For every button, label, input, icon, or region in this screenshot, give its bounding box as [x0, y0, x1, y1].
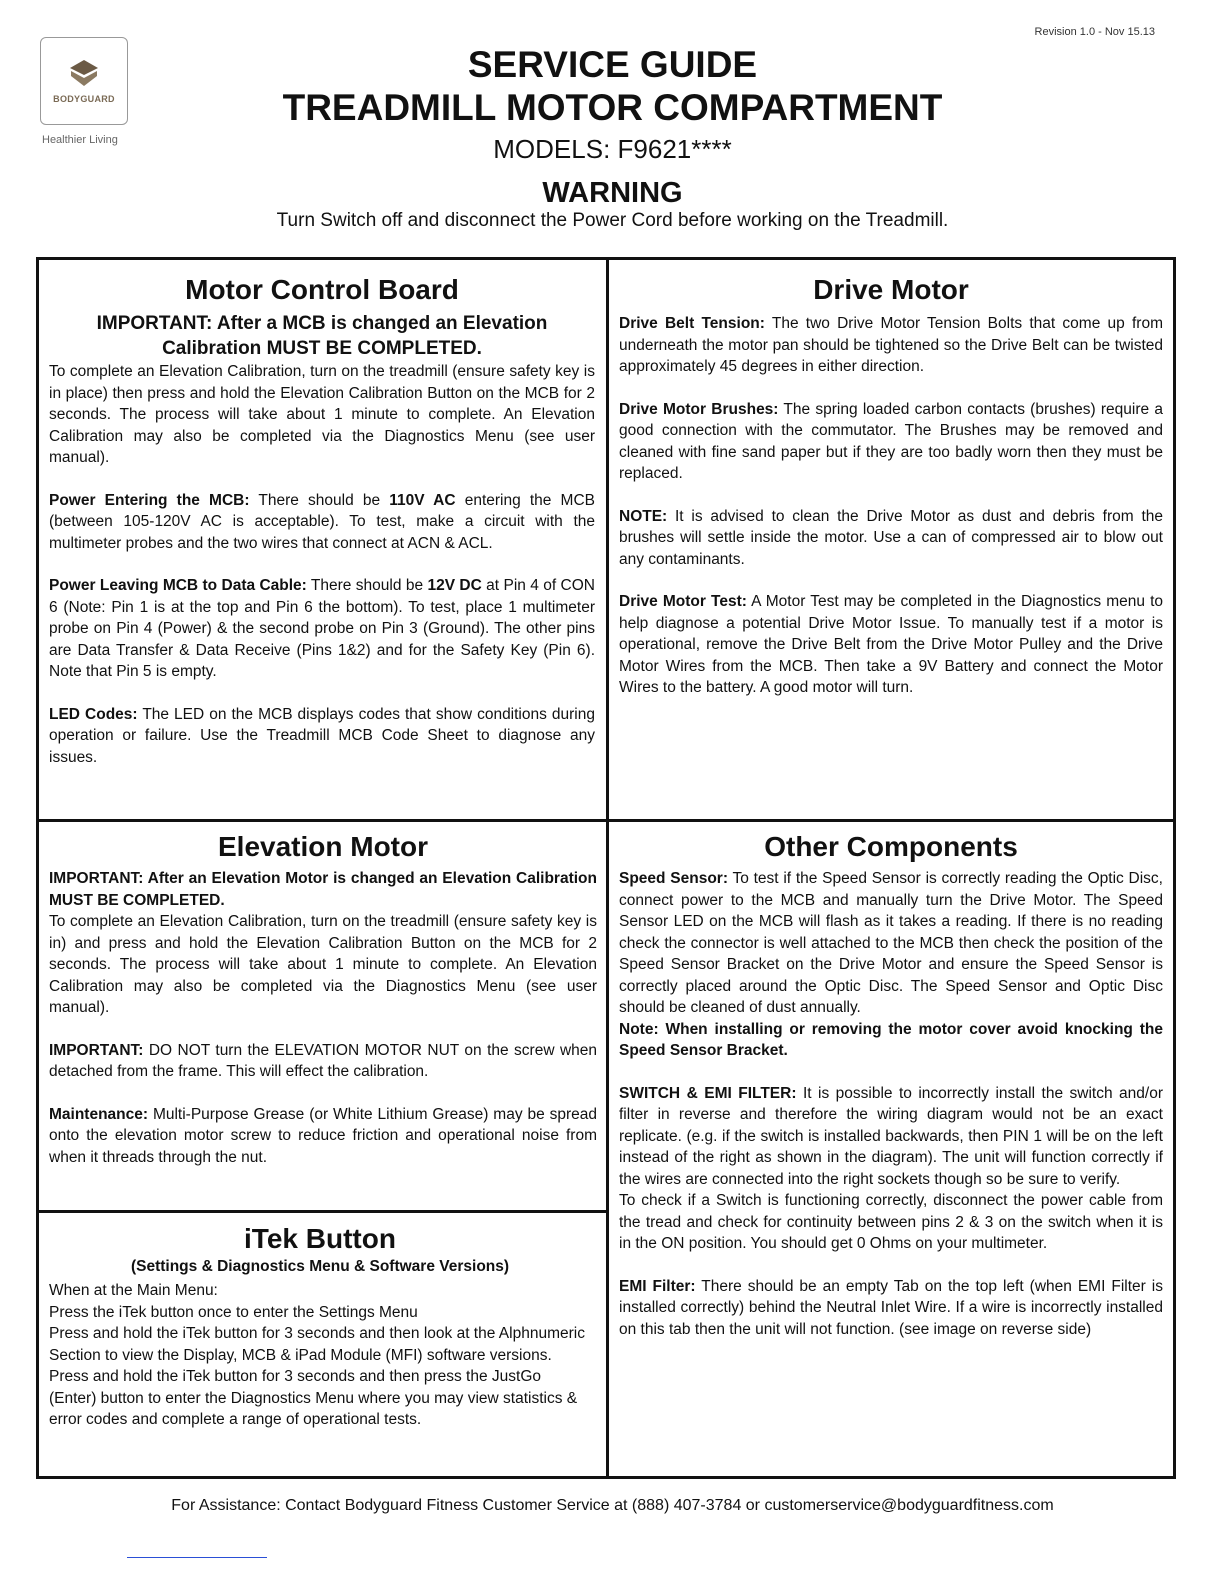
- panel-motor-control-board: [49, 273, 595, 768]
- panel-drive-motor: [619, 273, 1163, 699]
- drive-motor-test: Drive Motor Test: A Motor Test may be completed in the Diagnostics menu to help diagnose a potential Drive Motor Issue. To manually test if a motor is operational, remove the Drive Belt from the Drive Motor Pulley and the Drive Motor Wires from the MCB. Then take a 9V Battery and connect the Motor Wires to the battery. A good motor will turn.: [619, 593, 1163, 696]
- grid-left-lower-divider: [39, 1210, 608, 1213]
- panel-title: Elevation Motor: [217, 831, 428, 862]
- brand-tagline: Healthier Living: [42, 134, 118, 146]
- mcb-led-codes: LED Codes: The LED on the MCB displays codes that show conditions during operation or failure. Use the Treadmill MCB Code Sheet to diagnose any issues.: [49, 705, 595, 766]
- drive-belt-tension: Drive Belt Tension: The two Drive Motor Tension Bolts that come up from underneath the motor pan should be tightened so the Drive Belt can be twisted approximately 45 degrees in either direction.: [619, 315, 1163, 375]
- page-header: [0, 44, 1225, 233]
- drive-motor-brushes: Drive Motor Brushes: The spring loaded carbon contacts (brushes) require a good connection with the commutator. The Brushes may be removed and cleaned with fine sand paper but if they are too badly worn then they must be replaced.: [619, 400, 1163, 482]
- elevation-calibration-text: To complete an Elevation Calibration, turn on the treadmill (ensure safety key is in) and press and hold the Elevation Calibration Button on the MCB for 2 seconds. The process will take about 1 minute to complete. An Elevation Calibration may also be completed via the Diagnostics Menu (see user manual).: [49, 913, 597, 1016]
- mcb-important-note: IMPORTANT: After a MCB is changed an Elevation Calibration MUST BE COMPLETED.: [96, 313, 548, 359]
- elevation-important-note: IMPORTANT: After an Elevation Motor is changed an Elevation Calibration MUST BE COMPLETED.: [49, 870, 597, 909]
- warning-text: Turn Switch off and disconnect the Power Cord before working on the Treadmill.: [276, 210, 949, 231]
- panel-title: iTek Button: [244, 1223, 396, 1254]
- itek-line-versions: Press and hold the iTek button for 3 seconds and then look at the Alphnumeric Section to view the Display, MCB & iPad Module (MFI) software versions.: [49, 1325, 585, 1364]
- panel-title: Other Components: [764, 831, 1018, 862]
- panel-title: Motor Control Board: [185, 274, 459, 305]
- page-link-underline[interactable]: [127, 1557, 267, 1558]
- panel-title: Drive Motor: [813, 274, 969, 305]
- logo-wordmark: BODYGUARD: [53, 94, 115, 104]
- grid-vertical-divider: [606, 260, 609, 1476]
- panel-other-components: [619, 830, 1163, 1340]
- drive-note: NOTE: It is advised to clean the Drive Motor as dust and debris from the brushes will settle inside the motor. Use a can of compressed air to blow out any contaminants.: [619, 507, 1163, 568]
- service-grid: [36, 257, 1176, 1479]
- other-emi-filter: EMI Filter: There should be an empty Tab on the top left (when EMI Filter is installed correctly) behind the Neutral Inlet Wire. If a wire is incorrectly installed on this tab then the unit will not function. (see image on reverse side): [619, 1277, 1163, 1338]
- panel-elevation-motor: [49, 830, 597, 1168]
- mcb-power-entering: Power Entering the MCB: There should be 110V AC entering the MCB (between 105-120V AC is acceptable). To test, make a circuit with the multimeter probes and the two wires that connect at ACN & ACL.: [49, 491, 596, 552]
- warning-title: WARNING: [542, 177, 683, 209]
- page-title: SERVICE GUIDE: [467, 44, 758, 85]
- mcb-power-leaving: Power Leaving MCB to Data Cable: There should be 12V DC at Pin 4 of CON 6 (Note: Pin 1 is at the top and Pin 6 the bottom). To test, place 1 multimeter probe on Pin 4 (Power) & the second probe on Pin 3 (Ground). The other pins are Data Transfer & Data Receive (Pins 1&2) and for the Safety Key (Pin 6). Note that Pin 5 is empty.: [49, 577, 595, 680]
- page-subtitle: TREADMILL MOTOR COMPARTMENT: [282, 87, 943, 128]
- grid-middle-divider: [39, 819, 1173, 822]
- other-speed-sensor-note: Note: When installing or removing the motor cover avoid knocking the Speed Sensor Bracket.: [619, 1020, 1163, 1059]
- mcb-calibration-text: To complete an Elevation Calibration, turn on the treadmill (ensure safety key is in place) then press and hold the Elevation Calibration Button on the MCB for 2 seconds. The process will take about 1 minute to complete. An Elevation Calibration may also be completed via the Diagnostics Menu (see user manual).: [49, 363, 595, 466]
- models-label: MODELS: F9621****: [493, 134, 732, 164]
- footer-contact: For Assistance: Contact Bodyguard Fitness Customer Service at (888) 407-3784 or customerservice@bodyguardfitness.com: [171, 1497, 1054, 1514]
- itek-line-diagnostics: Press and hold the iTek button for 3 seconds and then press the JustGo (Enter) button to enter the Diagnostics Menu where you may view statistics & error codes and complete a range of operational tests.: [49, 1368, 578, 1428]
- itek-subtitle: (Settings & Diagnostics Menu & Software Versions): [130, 1258, 510, 1275]
- itek-line-main-menu: When at the Main Menu:: [49, 1282, 218, 1299]
- other-speed-sensor: Speed Sensor: To test if the Speed Sensor is correctly reading the Optic Disc, connect power to the MCB and manually turn the Drive Motor. The Speed Sensor LED on the MCB will flash as it takes a reading. If there is no reading check the connector is well attached to the MCB then check the position of the Speed Sensor Bracket on the Drive Motor and ensure the Speed Sensor is correctly placed around the Optic Disc. The Speed Sensor and Optic Disc should be cleaned of dust annually.: [619, 870, 1163, 1016]
- itek-line-settings: Press the iTek button once to enter the Settings Menu: [49, 1303, 418, 1321]
- elevation-maintenance: Maintenance: Multi-Purpose Grease (or White Lithium Grease) may be spread onto the elevation motor screw to reduce friction and operational noise from when it threads through the nut.: [49, 1105, 597, 1166]
- panel-itek-button: [49, 1222, 591, 1431]
- revision-label: Revision 1.0 - Nov 15.13: [1034, 26, 1155, 38]
- other-switch-check: To check if a Switch is functioning correctly, disconnect the power cable from the tread and check for continuity between pins 2 & 3 on the switch when it is in the ON position. You should get 0 Ohms on your multimeter.: [619, 1192, 1163, 1252]
- other-switch-emi-filter: SWITCH & EMI FILTER: It is possible to incorrectly install the switch and/or filter in reverse and therefore the wiring diagram would not be an exact replicate. (e.g. if the switch is installed backwards, then PIN 1 will be on the left instead of the right as shown in the diagram). The unit will function correctly if the wires are connected into the right sockets though so be sure to verify.: [619, 1084, 1163, 1188]
- elevation-important-nut: IMPORTANT: DO NOT turn the ELEVATION MOTOR NUT on the screw when detached from the frame. This will effect the calibration.: [49, 1041, 597, 1080]
